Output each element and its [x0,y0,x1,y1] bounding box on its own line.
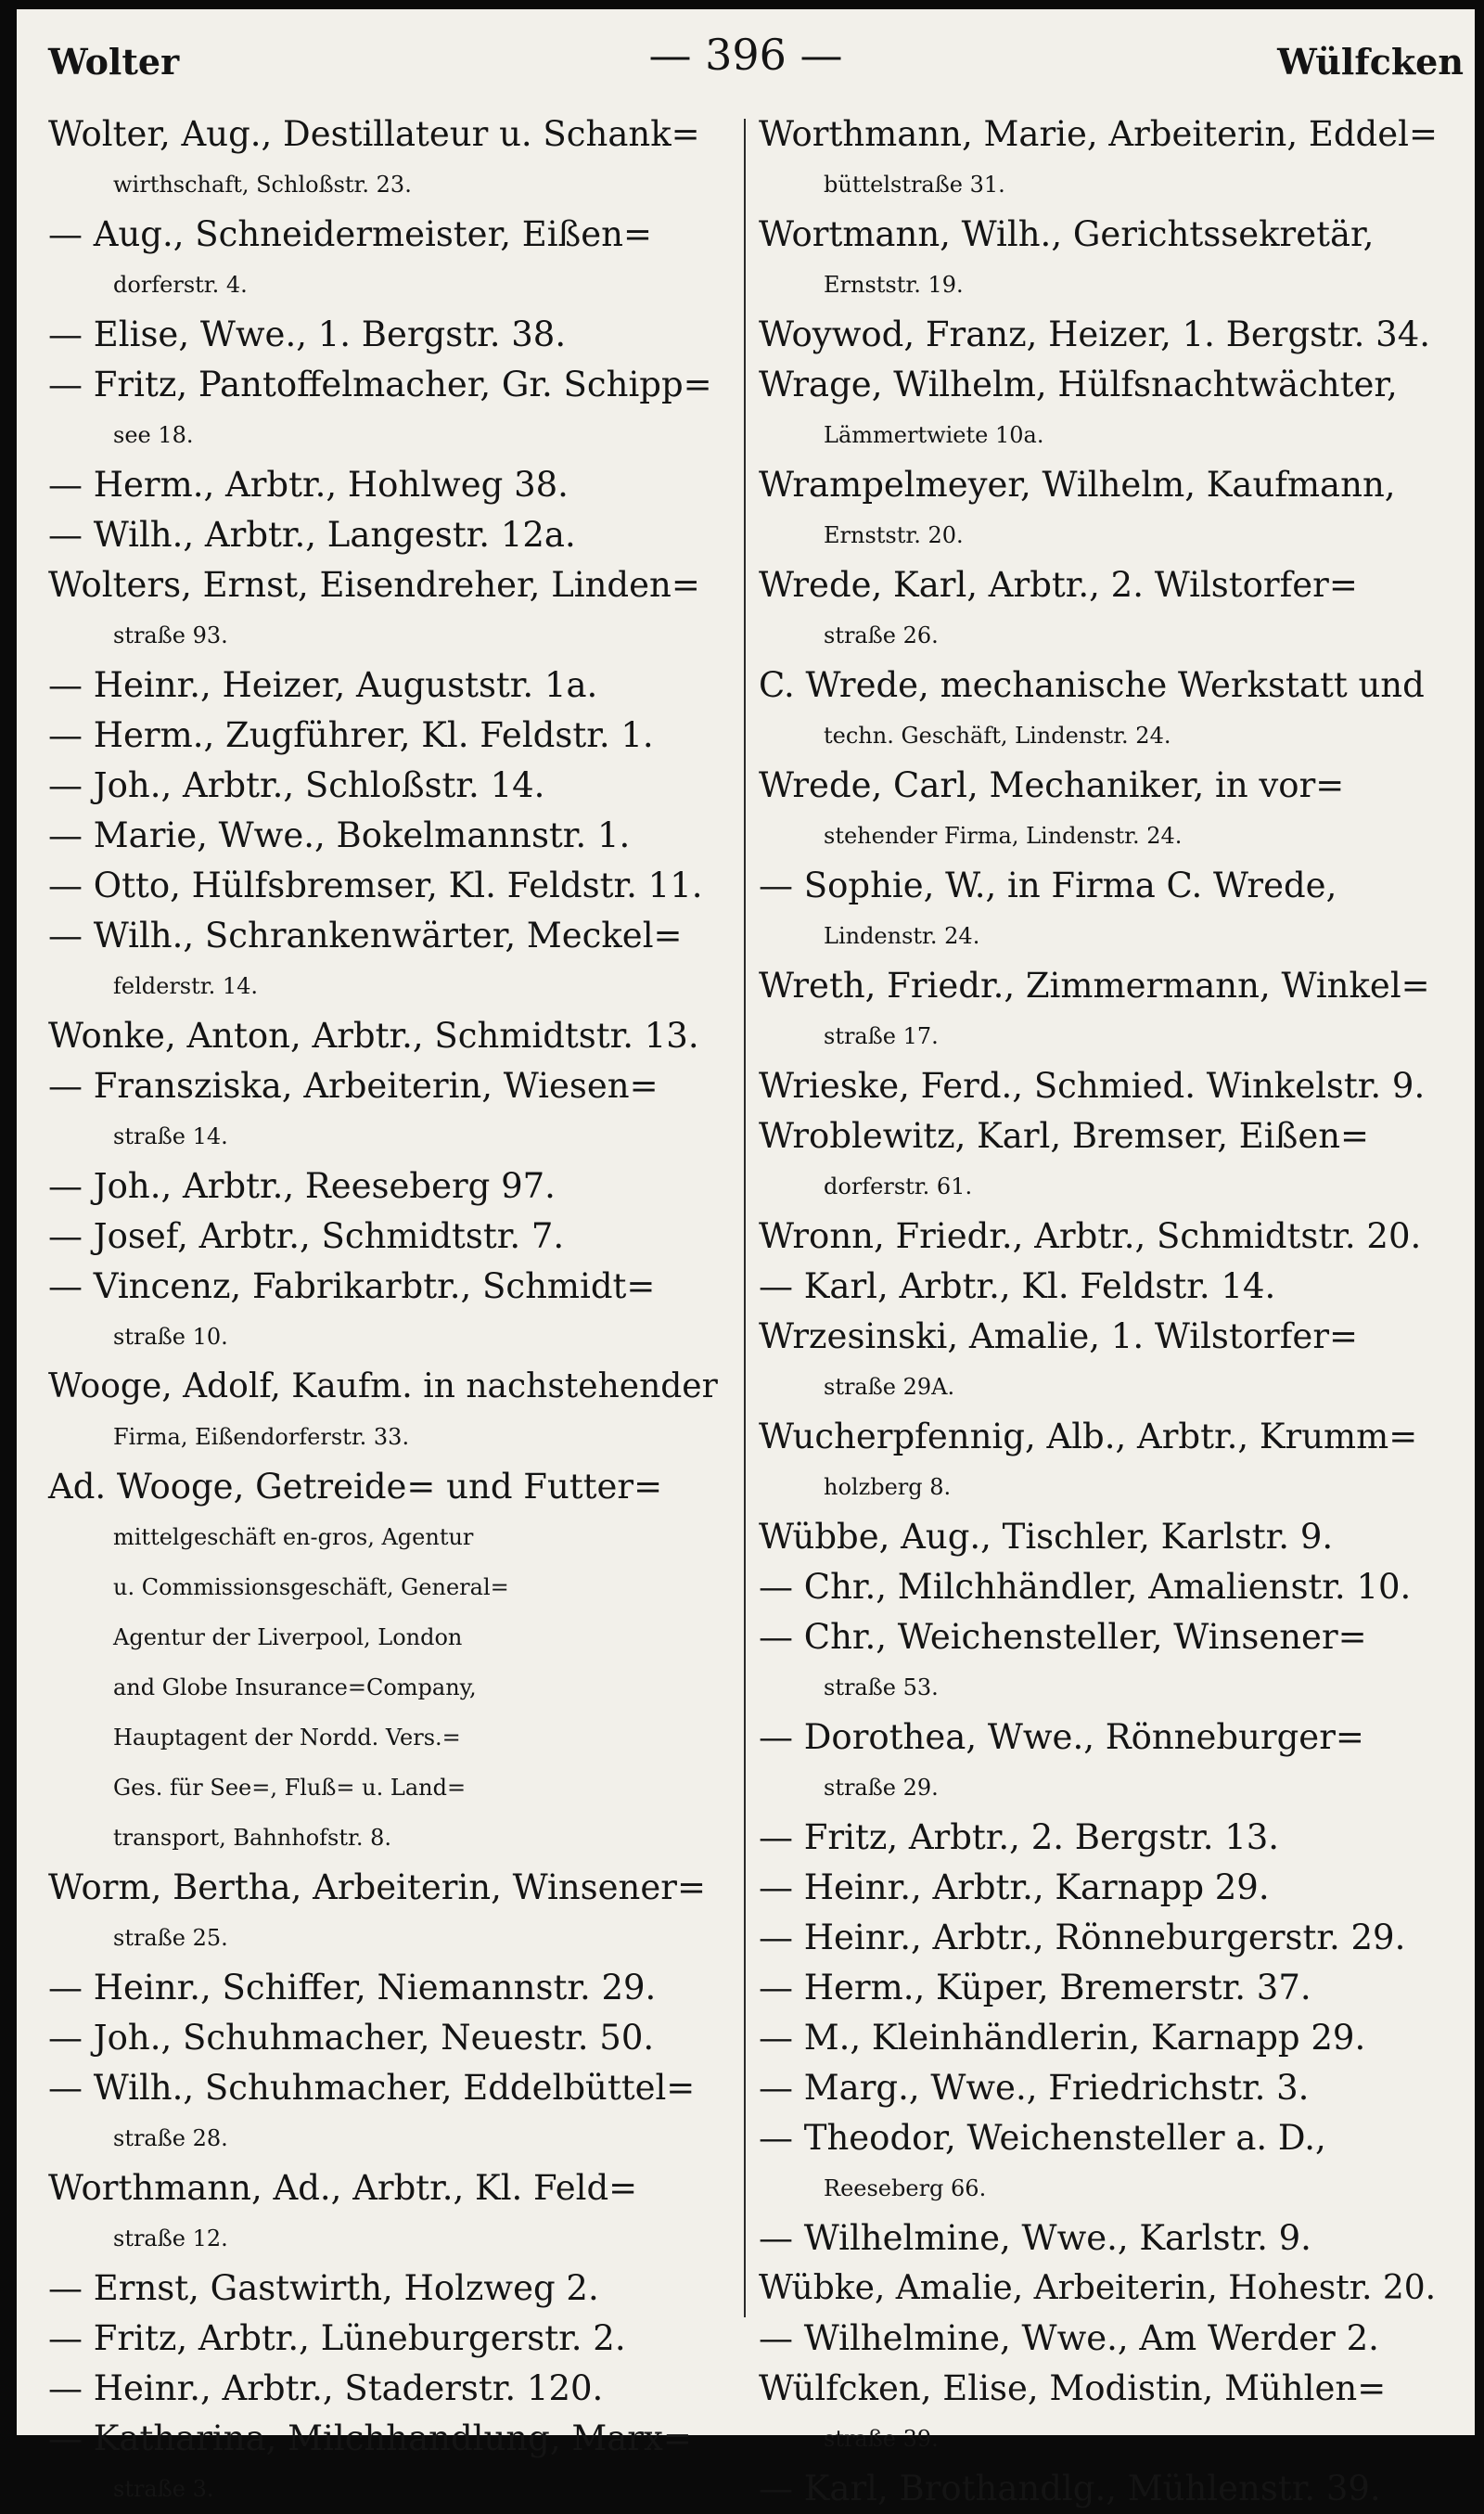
directory-entry [48,2314,730,2364]
entry-line: — Joh., Arbtr., Reeseberg 97. [48,1166,556,1206]
entry-line: — Wilh., Schuhmacher, Eddelbüttel= [48,2068,696,2108]
entry-continuation-line: stehender Firma, Lindenstr. 24. [824,823,1183,849]
entry-line: Wolter, Aug., Destillateur u. Schank= [48,114,700,154]
entry-line: — Karl, Brothandlg., Mühlenstr. 39. [759,2469,1381,2508]
entry-continuation-line: straße 14. [113,1123,228,1149]
directory-entry [48,711,730,761]
entry-continuation-line: Hauptagent der Nordd. Vers.= [113,1725,461,1751]
directory-entry [48,1462,730,1863]
entry-line: — Katharina, Milchhandlung, Marx= [48,2418,692,2458]
entry-continuation-line: Lindenstr. 24. [824,923,980,949]
directory-entry [759,2314,1450,2364]
entry-line: — Marg., Wwe., Friedrichstr. 3. [759,2068,1310,2108]
entry-continuation-line: straße 53. [824,1674,939,1700]
entry-line: — Joh., Schuhmacher, Neuestr. 50. [48,2018,655,2058]
directory-entry [759,1061,1450,1111]
directory-entry [48,460,730,510]
entry-line: Wolters, Ernst, Eisendreher, Linden= [48,565,700,605]
directory-entry [759,861,1450,961]
directory-entry [759,2464,1450,2514]
directory-entry [759,460,1450,560]
entry-line: Wreth, Friedr., Zimmermann, Winkel= [759,966,1430,1006]
entry-continuation-line: straße 26. [824,622,939,648]
column-divider [744,119,746,2317]
entry-continuation-line: Ges. für See=, Fluß= u. Land= [113,1775,467,1801]
entry-line: — Elise, Wwe., 1. Bergstr. 38. [48,314,567,354]
entry-line: Worthmann, Marie, Arbeiterin, Eddel= [759,114,1438,154]
directory-entry [759,2013,1450,2063]
directory-entry [759,2364,1450,2464]
directory-entry [759,1111,1450,1212]
entry-line: Ad. Wooge, Getreide= und Futter= [48,1467,663,1507]
entry-line: — Heinr., Schiffer, Niemannstr. 29. [48,1968,657,2007]
entry-line: — Fritz, Arbtr., 2. Bergstr. 13. [759,1817,1280,1857]
entry-continuation-line: techn. Geschäft, Lindenstr. 24. [824,723,1171,749]
entry-continuation-line: straße 29. [824,1775,939,1801]
entry-line: — Fransziska, Arbeiterin, Wiesen= [48,1066,659,1106]
entry-line: — Heinr., Arbtr., Rönneburgerstr. 29. [759,1918,1406,1957]
directory-entry [48,1161,730,1212]
entry-line: C. Wrede, mechanische Werkstatt und [759,665,1425,705]
entry-continuation-line: Reeseberg 66. [824,2175,987,2201]
directory-entry [759,1913,1450,1963]
directory-entry [759,1863,1450,1913]
directory-entry [48,109,730,210]
entry-line: — Herm., Zugführer, Kl. Feldstr. 1. [48,715,654,755]
directory-entry [759,560,1450,661]
entry-line: Wrzesinski, Amalie, 1. Wilstorfer= [759,1316,1359,1356]
directory-entry [759,1712,1450,1813]
entry-line: Wrampelmeyer, Wilhelm, Kaufmann, [759,465,1396,505]
header-left-keyword: Wolter [48,41,180,83]
entry-line: — Herm., Küper, Bremerstr. 37. [759,1968,1311,2007]
entry-continuation-line: straße 10. [113,1324,228,1350]
directory-entry [48,2063,730,2163]
directory-entry [48,2264,730,2314]
entry-line: Wrage, Wilhelm, Hülfsnachtwächter, [759,365,1398,404]
entry-line: — Theodor, Weichensteller a. D., [759,2118,1326,2158]
entry-line: — Wilh., Schrankenwärter, Meckel= [48,916,683,956]
entry-continuation-line: and Globe Insurance=Company, [113,1674,477,1700]
entry-line: Wübbe, Aug., Tischler, Karlstr. 9. [759,1517,1334,1557]
directory-entry [759,2213,1450,2264]
entry-line: — Vincenz, Fabrikarbtr., Schmidt= [48,1266,656,1306]
directory-entry [48,1262,730,1362]
entry-line: — Josef, Arbtr., Schmidtstr. 7. [48,1216,565,1256]
entry-continuation-line: u. Commissionsgeschäft, General= [113,1574,509,1600]
entry-line: — Dorothea, Wwe., Rönneburger= [759,1717,1364,1757]
page-number: — 396 — [648,30,843,80]
directory-entry [48,1963,730,2013]
directory-entry [759,961,1450,1061]
entry-line: — Herm., Arbtr., Hohlweg 38. [48,465,569,505]
entry-line: — Otto, Hülfsbremser, Kl. Feldstr. 11. [48,866,703,905]
entry-continuation-line: straße 28. [113,2125,228,2151]
entry-line: Wroblewitz, Karl, Bremser, Eißen= [759,1116,1370,1156]
directory-entry [48,911,730,1011]
entry-line: Worm, Bertha, Arbeiterin, Winsener= [48,1867,706,1907]
entry-continuation-line: see 18. [113,422,194,448]
entry-continuation-line: transport, Bahnhofstr. 8. [113,1825,391,1851]
left-column [48,109,730,2514]
directory-entry [759,1963,1450,2013]
entry-line: Wucherpfennig, Alb., Arbtr., Krumm= [759,1417,1418,1456]
entry-line: Wübke, Amalie, Arbeiterin, Hohestr. 20. [759,2269,1437,2307]
directory-entry [759,109,1450,210]
entry-line: Worthmann, Ad., Arbtr., Kl. Feld= [48,2168,638,2208]
directory-entry [759,2063,1450,2113]
entry-line: Woywod, Franz, Heizer, 1. Bergstr. 34. [759,314,1431,354]
entry-continuation-line: mittelgeschäft en-gros, Agentur [113,1524,474,1550]
header-right-keyword: Wülfcken [1277,41,1464,83]
entry-line: — Chr., Weichensteller, Winsener= [759,1617,1367,1657]
entry-line: — Fritz, Arbtr., Lüneburgerstr. 2. [48,2318,626,2358]
right-column [759,109,1450,2514]
entry-line: Wronn, Friedr., Arbtr., Schmidtstr. 20. [759,1216,1422,1256]
page-header [17,30,1475,95]
entry-continuation-line: straße 25. [113,1925,228,1951]
directory-entry [48,560,730,661]
entry-continuation-line: Ernststr. 20. [824,522,964,548]
directory-entry [48,1212,730,1262]
entry-continuation-line: Firma, Eißendorferstr. 33. [113,1424,410,1450]
entry-line: Wülfcken, Elise, Modistin, Mühlen= [759,2368,1387,2408]
directory-entry [759,1612,1450,1712]
entry-continuation-line: dorferstr. 4. [113,272,248,298]
directory-entry [759,661,1450,761]
entry-line: — Heinr., Arbtr., Staderstr. 120. [48,2368,604,2408]
directory-entry [759,1312,1450,1412]
entry-continuation-line: straße 39. [824,2426,939,2452]
directory-entry [759,2264,1450,2314]
entry-continuation-line: felderstr. 14. [113,973,259,999]
entry-line: — Ernst, Gastwirth, Holzweg 2. [48,2268,599,2308]
entry-continuation-line: straße 12. [113,2225,228,2251]
entry-line: — Wilhelmine, Wwe., Karlstr. 9. [759,2218,1311,2258]
directory-entry [759,310,1450,360]
directory-entry [48,761,730,811]
entry-line: — Fritz, Pantoffelmacher, Gr. Schipp= [48,365,712,404]
entry-continuation-line: büttelstraße 31. [824,172,1005,198]
entry-line: — Heinr., Arbtr., Karnapp 29. [759,1867,1270,1907]
directory-entry [48,1011,730,1061]
entry-line: — Marie, Wwe., Bokelmannstr. 1. [48,815,631,855]
directory-entry [759,1212,1450,1262]
entry-line: — Sophie, W., in Firma C. Wrede, [759,866,1337,905]
directory-entry [759,210,1450,310]
entry-line: — Karl, Arbtr., Kl. Feldstr. 14. [759,1266,1276,1306]
directory-entry [48,2013,730,2063]
entry-line: Wrieske, Ferd., Schmied. Winkelstr. 9. [759,1066,1426,1106]
entry-continuation-line: Ernststr. 19. [824,272,964,298]
entry-line: — Wilh., Arbtr., Langestr. 12a. [48,515,576,555]
directory-entry [759,1562,1450,1612]
entry-line: — Heinr., Heizer, Auguststr. 1a. [48,665,598,705]
directory-page [17,9,1475,2508]
entry-continuation-line: dorferstr. 61. [824,1174,973,1199]
directory-entry [48,210,730,310]
directory-entry [759,1412,1450,1512]
directory-entry [48,1863,730,1963]
entry-line: — M., Kleinhändlerin, Karnapp 29. [759,2018,1366,2058]
entry-continuation-line: wirthschaft, Schloßstr. 23. [113,172,412,198]
directory-entry [759,2113,1450,2213]
entry-line: Wrede, Karl, Arbtr., 2. Wilstorfer= [759,565,1358,605]
directory-entry [759,761,1450,861]
directory-entry [48,2163,730,2264]
entry-line: — Chr., Milchhändler, Amalienstr. 10. [759,1567,1412,1607]
directory-entry [48,510,730,560]
entry-continuation-line: holzberg 8. [824,1474,952,1500]
entry-line: Wonke, Anton, Arbtr., Schmidtstr. 13. [48,1016,699,1056]
directory-entry [759,1262,1450,1312]
entry-line: — Wilhelmine, Wwe., Am Werder 2. [759,2318,1379,2358]
directory-entry [759,1813,1450,1863]
directory-entry [48,1362,730,1462]
directory-entry [48,360,730,460]
directory-entry [48,2414,730,2514]
directory-entry [48,1061,730,1161]
entry-continuation-line: straße 17. [824,1023,939,1049]
entry-line: Wrede, Carl, Mechaniker, in vor= [759,765,1345,805]
entry-continuation-line: Agentur der Liverpool, London [113,1624,463,1650]
entry-line: Wortmann, Wilh., Gerichtssekretär, [759,214,1375,254]
directory-entry [48,310,730,360]
directory-entry [48,661,730,711]
directory-entry [48,811,730,861]
directory-entry [759,360,1450,460]
directory-entry [759,1512,1450,1562]
entry-line: — Joh., Arbtr., Schloßstr. 14. [48,765,545,805]
entry-line: — Aug., Schneidermeister, Eißen= [48,214,653,254]
entry-continuation-line: straße 93. [113,622,228,648]
directory-entry [48,861,730,911]
directory-entry [48,2364,730,2414]
entry-line: Wooge, Adolf, Kaufm. in nachstehender [48,1367,718,1405]
entry-continuation-line: straße 3. [113,2476,214,2502]
entry-continuation-line: Lämmertwiete 10a. [824,422,1044,448]
entry-continuation-line: straße 29A. [824,1374,955,1400]
